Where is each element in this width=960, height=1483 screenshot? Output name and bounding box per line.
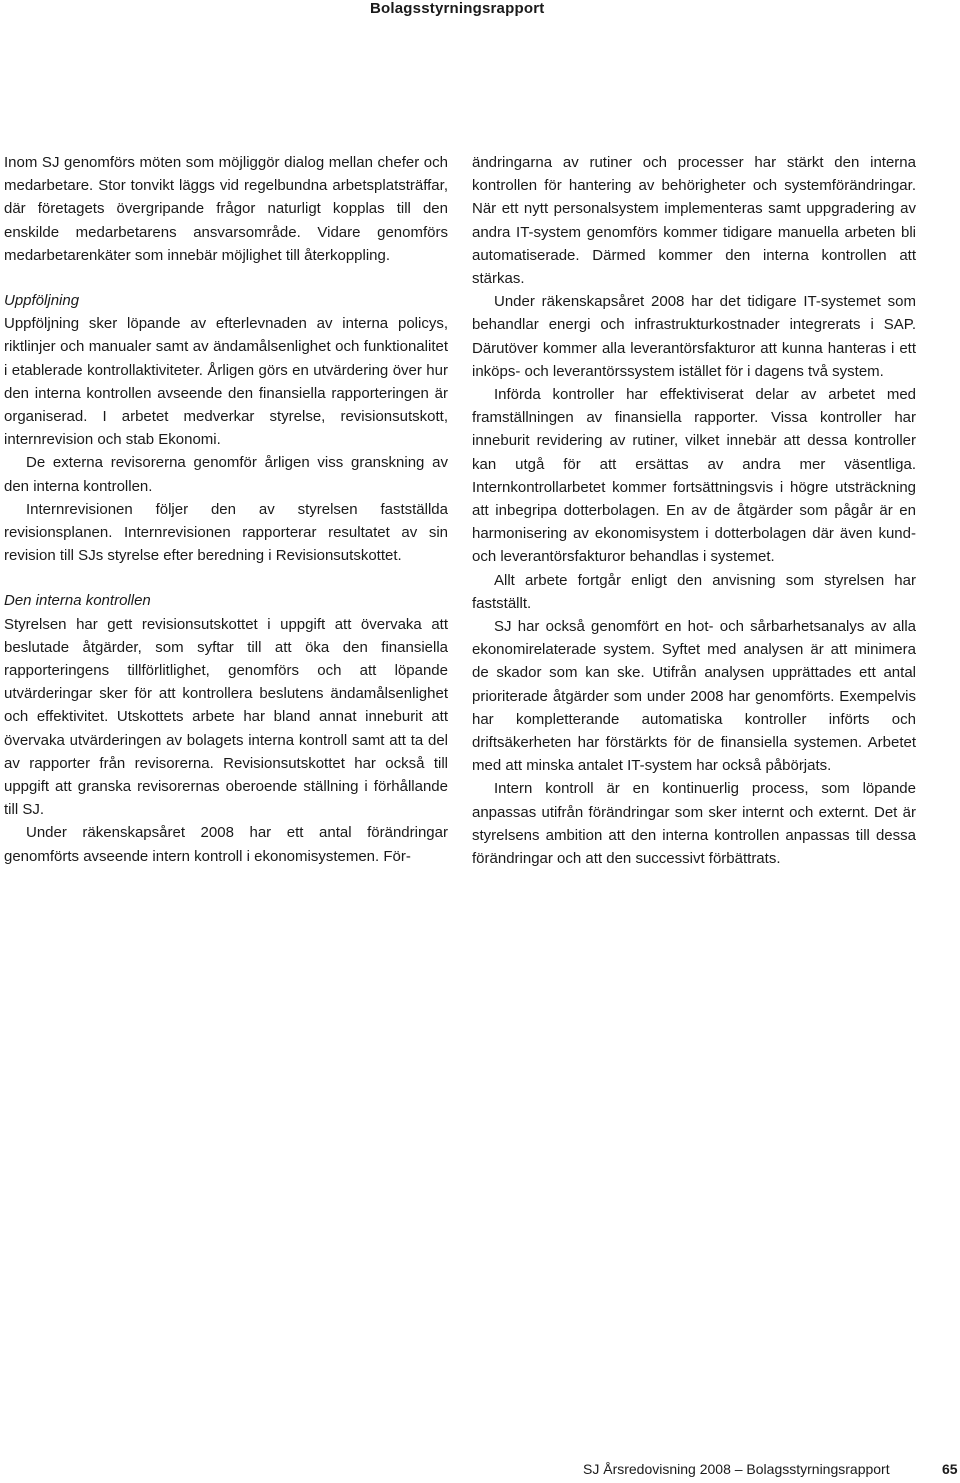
interna-kontrollen-paragraph-2: Under räkenskapsåret 2008 har ett antal förändringar genomförts avseende intern kontroll i ekonomisystemen. För- — [4, 824, 448, 865]
right-paragraph-1: ändringarna av rutiner och processer har stärkt den interna kontrollen för hantering av behörigheter och systemförändringar. När ett nytt personalsystem implementeras samt uppgradering av andra IT-system genomförs kommer tidigare manuella arbeten bli automatiserade. Därmed kommer den interna kontrollen att stärkas. — [472, 154, 916, 288]
running-header: Bolagsstyrningsrapport — [370, 0, 545, 17]
section-spacer — [4, 567, 448, 589]
interna-kontrollen-paragraph-1: Styrelsen har gett revisionsutskottet i uppgift att övervaka att beslutade åtgärder, som syftar till att öka den finansiella rapporteringens tillförlitlighet, genomförs och att löpande utvärderingar sker för att kontrollera beslutens ändamålsenlighet och effektivitet. Utskottets arbete har bland annat inneburit att övervaka utvärderingen av bolagets interna kontroll samt att ta del av rapporter från revisorerna. Revisionsutskottet har också till uppgift att granska revisorernas oberoende ställning i förhållande till SJ. — [4, 615, 448, 819]
right-paragraph-5: SJ har också genomfört en hot- och sårbarhetsanalys av alla ekonomirelaterade system. Syftet med analysen är att minimera de skador som kan ske. Utifrån analysen upprättades ett antal prioriterade åtgärder som under 2008 har genomförts. Exempelvis har kompletterande automatiska kontroller införts och driftsäkerheten har förstärkts för de finansiella systemen. Arbetet med att minska antalet IT-system har också påbörjats. — [472, 618, 916, 775]
left-column — [4, 151, 448, 868]
section-spacer — [4, 267, 448, 289]
intro-paragraph: Inom SJ genomförs möten som möjliggör dialog mellan chefer och medarbetare. Stor tonvikt läggs vid regelbundna arbetsplatsträffar, där företagets övergripande frågor naturligt kopplas till den enskilde medarbetarens ansvarsområde. Vidare genomförs medarbetarenkäter som innebär möjlighet till återkoppling. — [4, 154, 448, 264]
right-paragraph-4: Allt arbete fortgår enligt den anvisning som styrelsen har fastställt. — [472, 571, 916, 612]
uppfoljning-paragraph-2: De externa revisorerna genomför årligen viss granskning av den interna kontrollen. — [4, 454, 448, 495]
page-footer — [583, 1461, 958, 1477]
right-paragraph-3: Införda kontroller har effektiviserat delar av arbetet med framställningen av finansiella rapporter. Vissa kontroller har inneburit revidering av rutiner, vilket innebär att dessa kontroller kan utgå för att ersättas av andra mer väsentliga. Internkontrollarbetet kommer fortsättningsvis i högre utsträckning att inbegripa dotterbolagen. En av de åtgärder som pågår är en harmonisering av ekonomisystem i dotterbolagen där även kund- och leverantörsfakturor behandlas i systemet. — [472, 386, 916, 566]
uppfoljning-paragraph-1: Uppföljning sker löpande av efterlevnaden av interna policys, riktlinjer och manualer samt av ändamålsenlighet och funktionalitet i etablerade kontrollaktiviteter. Årligen görs en utvärdering över hur den interna kontrollen avseende den finansiella rapporteringen är organiserad. I arbetet medverkar styrelse, revisionsutskott, internrevision och stab Ekonomi. — [4, 315, 448, 449]
right-column — [472, 151, 916, 870]
footer-text: SJ Årsredovisning 2008 – Bolagsstyrningsrapport — [583, 1461, 890, 1477]
uppfoljning-heading: Uppföljning — [4, 292, 80, 310]
right-paragraph-2: Under räkenskapsåret 2008 har det tidigare IT-systemet som behandlar energi och infrastrukturkostnader integrerats i SAP. Därutöver kommer alla leverantörsfakturor att kunna hanteras i ett inköps- och leverantörssystem istället för i dagens två system. — [472, 293, 916, 380]
interna-kontrollen-heading: Den interna kontrollen — [4, 592, 151, 610]
page-number: 65 — [942, 1461, 958, 1477]
uppfoljning-paragraph-3: Internrevisionen följer den av styrelsen fastställda revisionsplanen. Internrevisionen rapporterar resultatet av sin revision till SJs styrelse efter beredning i Revisionsutskottet. — [4, 500, 448, 565]
right-paragraph-6: Intern kontroll är en kontinuerlig process, som löpande anpassas utifrån förändringar som sker internt och externt. Det är styrelsens ambition att den interna kontrollen anpassas till dessa förändringar och att den successivt förbättrats. — [472, 780, 916, 868]
